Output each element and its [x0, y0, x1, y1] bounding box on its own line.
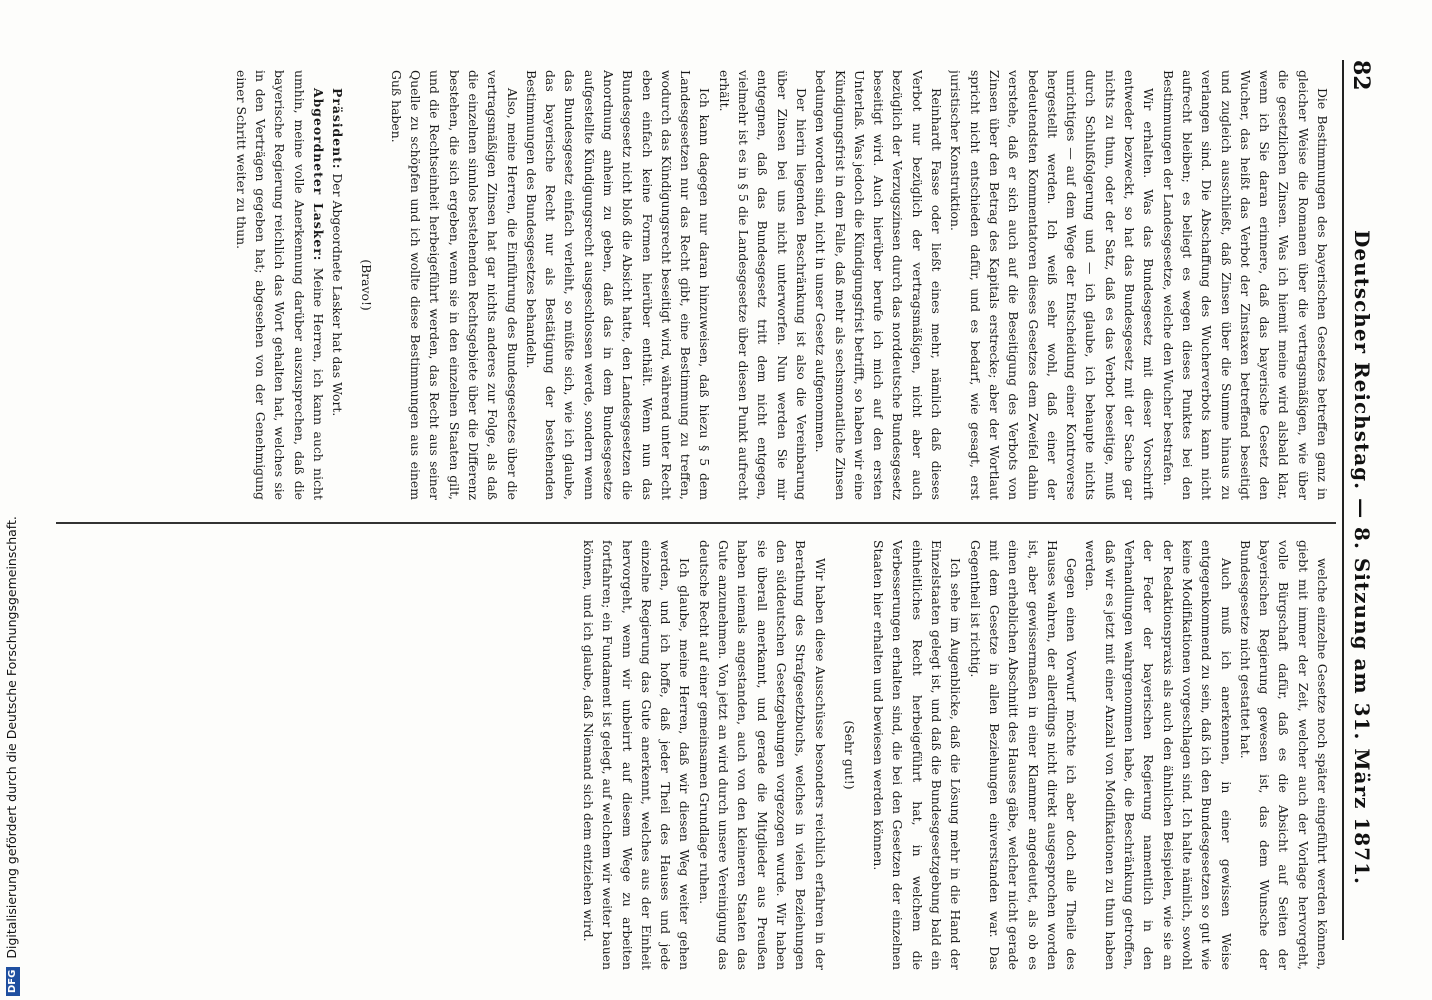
paragraph: Also, meine Herren, die Einführung des Bundesgesetzes über die vertragsmäßigen Zinsen hat gar nichts anderes zur Folge, als daß die einzelnen sinnlos bestehenden Rechtsgebiete über die Differenz bestehen, die sich ergeben, wenn sie in den einzelnen Staaten gilt, und die Rechtseinheit herbeigeführt werden, das Recht aus seiner Quelle zu schöpfen und ich wollte diese Bestimmungen aus einem Guß haben.	[388, 70, 520, 500]
paragraph: welche einzelne Gesetze noch später eingeführt werden können, giebt mit immer der Zeit, welcher auch der Vorlage hervorgeht, volle Bürgschaft dafür, daß es die Absicht auf Seiten der bayerischen Regierung gewesen ist, das dem Wunsche der Bundesgesetze nicht gestattet hat.	[1237, 540, 1330, 970]
speech-text: Der Abgeordnete Lasker hat das Wort.	[330, 173, 346, 417]
running-title: Deutscher Reichstag. — 8. Sitzung am 31. März 1871.	[1350, 230, 1374, 885]
speaker-name: Abgeordneter Lasker:	[310, 88, 326, 262]
paragraph: Auch muß ich anerkennen, in einer gewissen Weise entgegenkommend zu sein, daß ich den Bundesgesetzen so gut wie keine Modifikationen vorgeschlagen sind. Ich halte nämlich, sowohl der Redaktionspraxis als auch den ähnlichen Beispielen, wie sie an der Feder der bayerischen Regierung namentlich in den Verhandlungen wahrgenommen habe, die Beschränkung getroffen, daß wir es jetzt mit einer Anzahl von Modifikationen zu thun haben werden.	[1083, 540, 1234, 970]
paragraph: Reinhardt Fasse oder ließt eines mehr, nämlich daß dieses Verbot nur bezüglich der vertragsmäßigen, nicht aber auch bezüglich der Verzugszinsen durch das norddeutsche Bundesgesetz beseitigt wird. Auch hierüber berufe ich mich auf den ersten Unterlaß. Was jedoch die Kündigungsfrist betrifft, so haben wir eine Kündigungsfrist in dem Falle, daß mehr als sechsmonatliche Zinsen bedungen worden sind, nicht in unser Gesetz aufgenommen.	[813, 70, 945, 500]
interjection: (Bravo!)	[359, 259, 375, 311]
paragraph: Gegen einen Vorwurf möchte ich aber doch alle Theile des Hauses wahren, der allerdings nicht direkt ausgesprochen worden ist, aber gewissermaßen in einer Klammer angedeutet, als ob es einen erheblichen Abschnitt des Hauses gäbe, welcher nicht gerade mit dem Gesetze in allen Beziehungen einverstanden war. Das Gegentheil ist richtig.	[967, 540, 1080, 970]
digitization-footer	[0, 0, 30, 1000]
right-column	[42, 540, 1332, 970]
speaker-paragraph	[231, 70, 327, 500]
paragraph: Ich glaube, meine Herren, daß wir diesen Weg weiter gehen werden, und ich hoffe, daß jeder Theil des Hauses und jede einzelne Regierung das Gute anerkennt, welches aus der Einheit hervorgeht, wenn wir unbeirrt auf diesem Wege zu arbeiten fortfahren; ein Fundament ist gelegt, auf welchem wir weiter bauen können, und ich glaube, daß Niemand sich dem entziehen wird.	[581, 540, 693, 970]
paragraph: Wir erhalten. Was das Bundesgesetz mit dieser Vorschrift entweder bezweckt, so hat das Bundesgesetz mit der Sache gar nichts zu thun, oder der Satz, daß es das Verbot beseitige, muß durch Schlußfolgerung und — ich glaube, ich behaupte nichts unrichtiges — auf dem Wege der Entscheidung einer Kontroverse hergestellt werden. Ich weiß sehr wohl, daß einer der bedeutendsten Kommentatoren dieses Gesetzes dem Zweifel dahin verstehe, daß er sich auch auf die Beseitigung des Verbots von Zinsen über den Betrag des Kapitals erstrecke; aber der Wortlaut spricht nicht entschieden dafür, und es bedarf, wie gesagt, erst juristischer Konstruktion.	[948, 70, 1157, 500]
left-column	[42, 70, 1332, 500]
footer-text-container	[4, 6, 20, 996]
page-number: 82	[1348, 60, 1374, 91]
paragraph: Ich sehe im Augenblicke, daß die Lösung mehr in die Hand der Einzelstaaten gelegt ist, und daß die Bundesgesetzgebung bald ein einheitliches Recht herbeigeführt hat, in welchem die Verbesserungen erhalten sind, die bei den Gesetzen der einzelnen Staaten hier erhalten und bewiesen werden können.	[871, 540, 964, 970]
header-rule	[1342, 60, 1344, 940]
speaker-paragraph	[328, 70, 347, 500]
paragraph: Ich kann dagegen nur daran hinzuweisen, daß hiezu § 5 dem Landesgesetzen nur das Recht gibt, eine Bestimmung zu treffen, wodurch das Kündigungsrecht beseitigt wird, während unter Recht eben einfach keine Formen hierüber enthält. Wenn nun das Bundesgesetz nicht bloß die Absicht hatte, den Landesgesetzen die Anordnung anheim zu geben, daß das in dem Bundesgesetze aufgestellte Kündigungsrecht ausgeschlossen werde, sondern wenn das Bundesgesetz einfach verleiht, so müßte sich, wie ich glaube, das bayerische Recht nur als Bestätigung der bestehenden Bestimmungen des Bundesgesetzes behandeln.	[523, 70, 713, 500]
interjection: (Sehr gut!)	[841, 720, 857, 790]
paragraph: Der hierin liegenden Beschränkung ist also die Vereinbarung über Zinsen bei uns nicht unterworfen. Nun werden Sie mir entgegnen, daß das Bundesgesetz tritt dem nicht entgegen, vielmehr ist es in § 5 die Landesgesetze über diesen Punkt aufrecht erhält.	[716, 70, 809, 500]
paragraph: Wir haben diese Ausschüsse besonders reichlich erfahren in der Berathung des Strafgesetzbuchs, welches in vielen Beziehungen den süddeutschen Gesetzgebungen vorgezogen wurde. Wir haben sie überall anerkannt, und gerade die Mitglieder aus Preußen haben niemals angestanden, auch von den kleineren Staaten das Gute anzunehmen. Von jetzt an wird durch unsere Vereinigung das deutsche Recht auf einer gemeinsamen Grundlage ruhen.	[696, 540, 828, 970]
speaker-name: Präsident:	[330, 88, 346, 170]
column-divider	[56, 522, 1336, 524]
page-header	[1340, 60, 1380, 940]
footer-credit: Digitalisierung gefördert durch die Deutsche Forschungsgemeinschaft.	[4, 516, 19, 959]
paragraph: Die Bestimmungen des bayerischen Gesetzes betreffen ganz in gleicher Weise die Romanen über die vertragsmäßigen, wie über die gesetzlichen Zinsen. Was ich hiemit meine wird alsbald klar, wenn ich Sie daran erinnere, daß das bayerische Gesetz den Wucher, das heißt das Verbot der Zinstaxen betreffend beseitigt und zugleich ausschließt, daß Zinsen über die Summe hinaus zu verlangen sind. Die Abschaffung des Wucherverbots kann nicht aufrecht bleiben; es beliegt es wegen dieses Punktes bei den Bestimmungen der Landesgesetze, welche den Wucher bestrafen.	[1160, 70, 1330, 500]
dfg-logo-icon: DFG	[6, 967, 20, 996]
speech-text: Meine Herren, ich kann auch nicht umhin, meine volle Anerkennung darüber auszusprechen, daß die bayerische Regierung reichlich das Wort gehalten hat, welches sie in den Verträgen gegeben hat; abgesehen von der Genehmigung einer Schritt weiter zu thun.	[233, 70, 326, 500]
